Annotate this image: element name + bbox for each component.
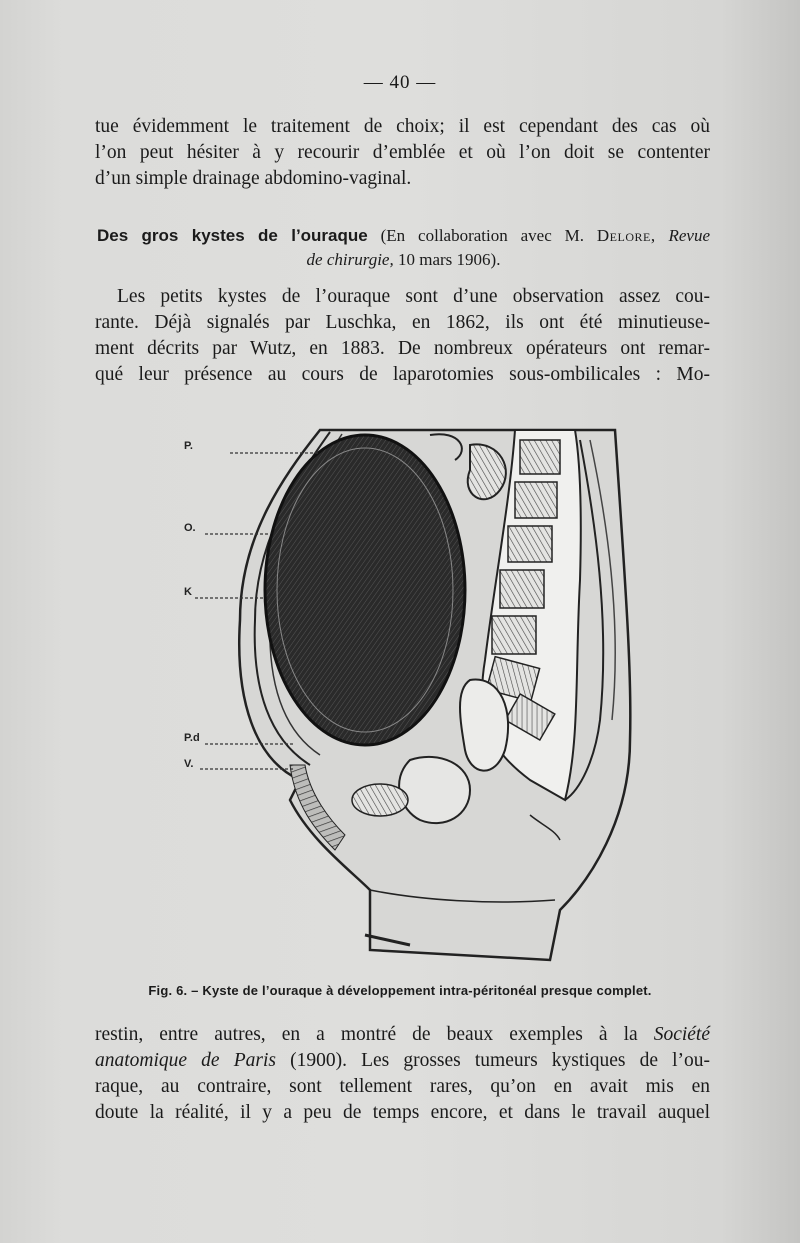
text-line: l’on peut hésiter à y recourir d’emblée et où l’on doit se contenter bbox=[95, 142, 710, 163]
text-line: raque, au contraire, sont tellement rares, qu’on en avait mis en bbox=[95, 1076, 710, 1097]
paragraph-3 bbox=[95, 1022, 710, 1126]
text-line: rante. Déjà signalés par Luschka, en 1862, ils ont été minutieuse- bbox=[95, 312, 710, 333]
text-line: doute la réalité, il y a peu de temps encore, et dans le travail auquel bbox=[95, 1102, 710, 1123]
text-line: restin, entre autres, en a montré de beaux exemples à la Société bbox=[95, 1024, 711, 1045]
text-line: Les petits kystes de l’ouraque sont d’une observation assez cou- bbox=[117, 286, 710, 307]
cyst bbox=[265, 435, 465, 745]
figure-label-pd: P.d bbox=[184, 732, 200, 744]
text-line: d’un simple drainage abdomino-vaginal. bbox=[95, 168, 412, 189]
figure-caption: Fig. 6. – Kyste de l’ouraque à développement intra-péritonéal presque complet. bbox=[148, 983, 652, 998]
text-line: anatomique de Paris (1900). Les grosses tumeurs kystiques de l’ou- bbox=[95, 1050, 711, 1071]
heading-date: 10 mars 1906). bbox=[397, 250, 501, 269]
paragraph-1 bbox=[95, 114, 710, 192]
author-name: Delore, bbox=[596, 226, 656, 245]
figure-label-p: P. bbox=[184, 440, 193, 452]
text-line: tue évidemment le traitement de choix; il est cependant des cas où bbox=[95, 116, 710, 137]
section-heading bbox=[97, 224, 710, 272]
figure-label-o: O. bbox=[184, 522, 196, 534]
section-title: Des gros kystes de l’ouraque bbox=[97, 226, 368, 245]
journal-name: Société bbox=[653, 1024, 711, 1045]
journal-name: Revue bbox=[668, 226, 711, 245]
text-line: ment décrits par Wutz, en 1883. De nombreux opérateurs ont remar- bbox=[95, 338, 710, 359]
text-line: qué leur présence au cours de laparotomies sous-ombilicales : Mo- bbox=[95, 364, 710, 385]
sagittal-section-illustration bbox=[170, 420, 660, 970]
figure-label-k: K bbox=[184, 586, 192, 598]
heading-text: (En collaboration avec M. bbox=[380, 226, 585, 245]
anatomical-figure bbox=[170, 420, 660, 970]
journal-name-cont: de chirurgie, bbox=[306, 250, 394, 269]
society-name: anatomique de Paris bbox=[95, 1050, 276, 1071]
paragraph-2 bbox=[95, 284, 710, 388]
figure-label-v: V. bbox=[184, 758, 194, 770]
page-number: — 40 — bbox=[363, 72, 437, 93]
